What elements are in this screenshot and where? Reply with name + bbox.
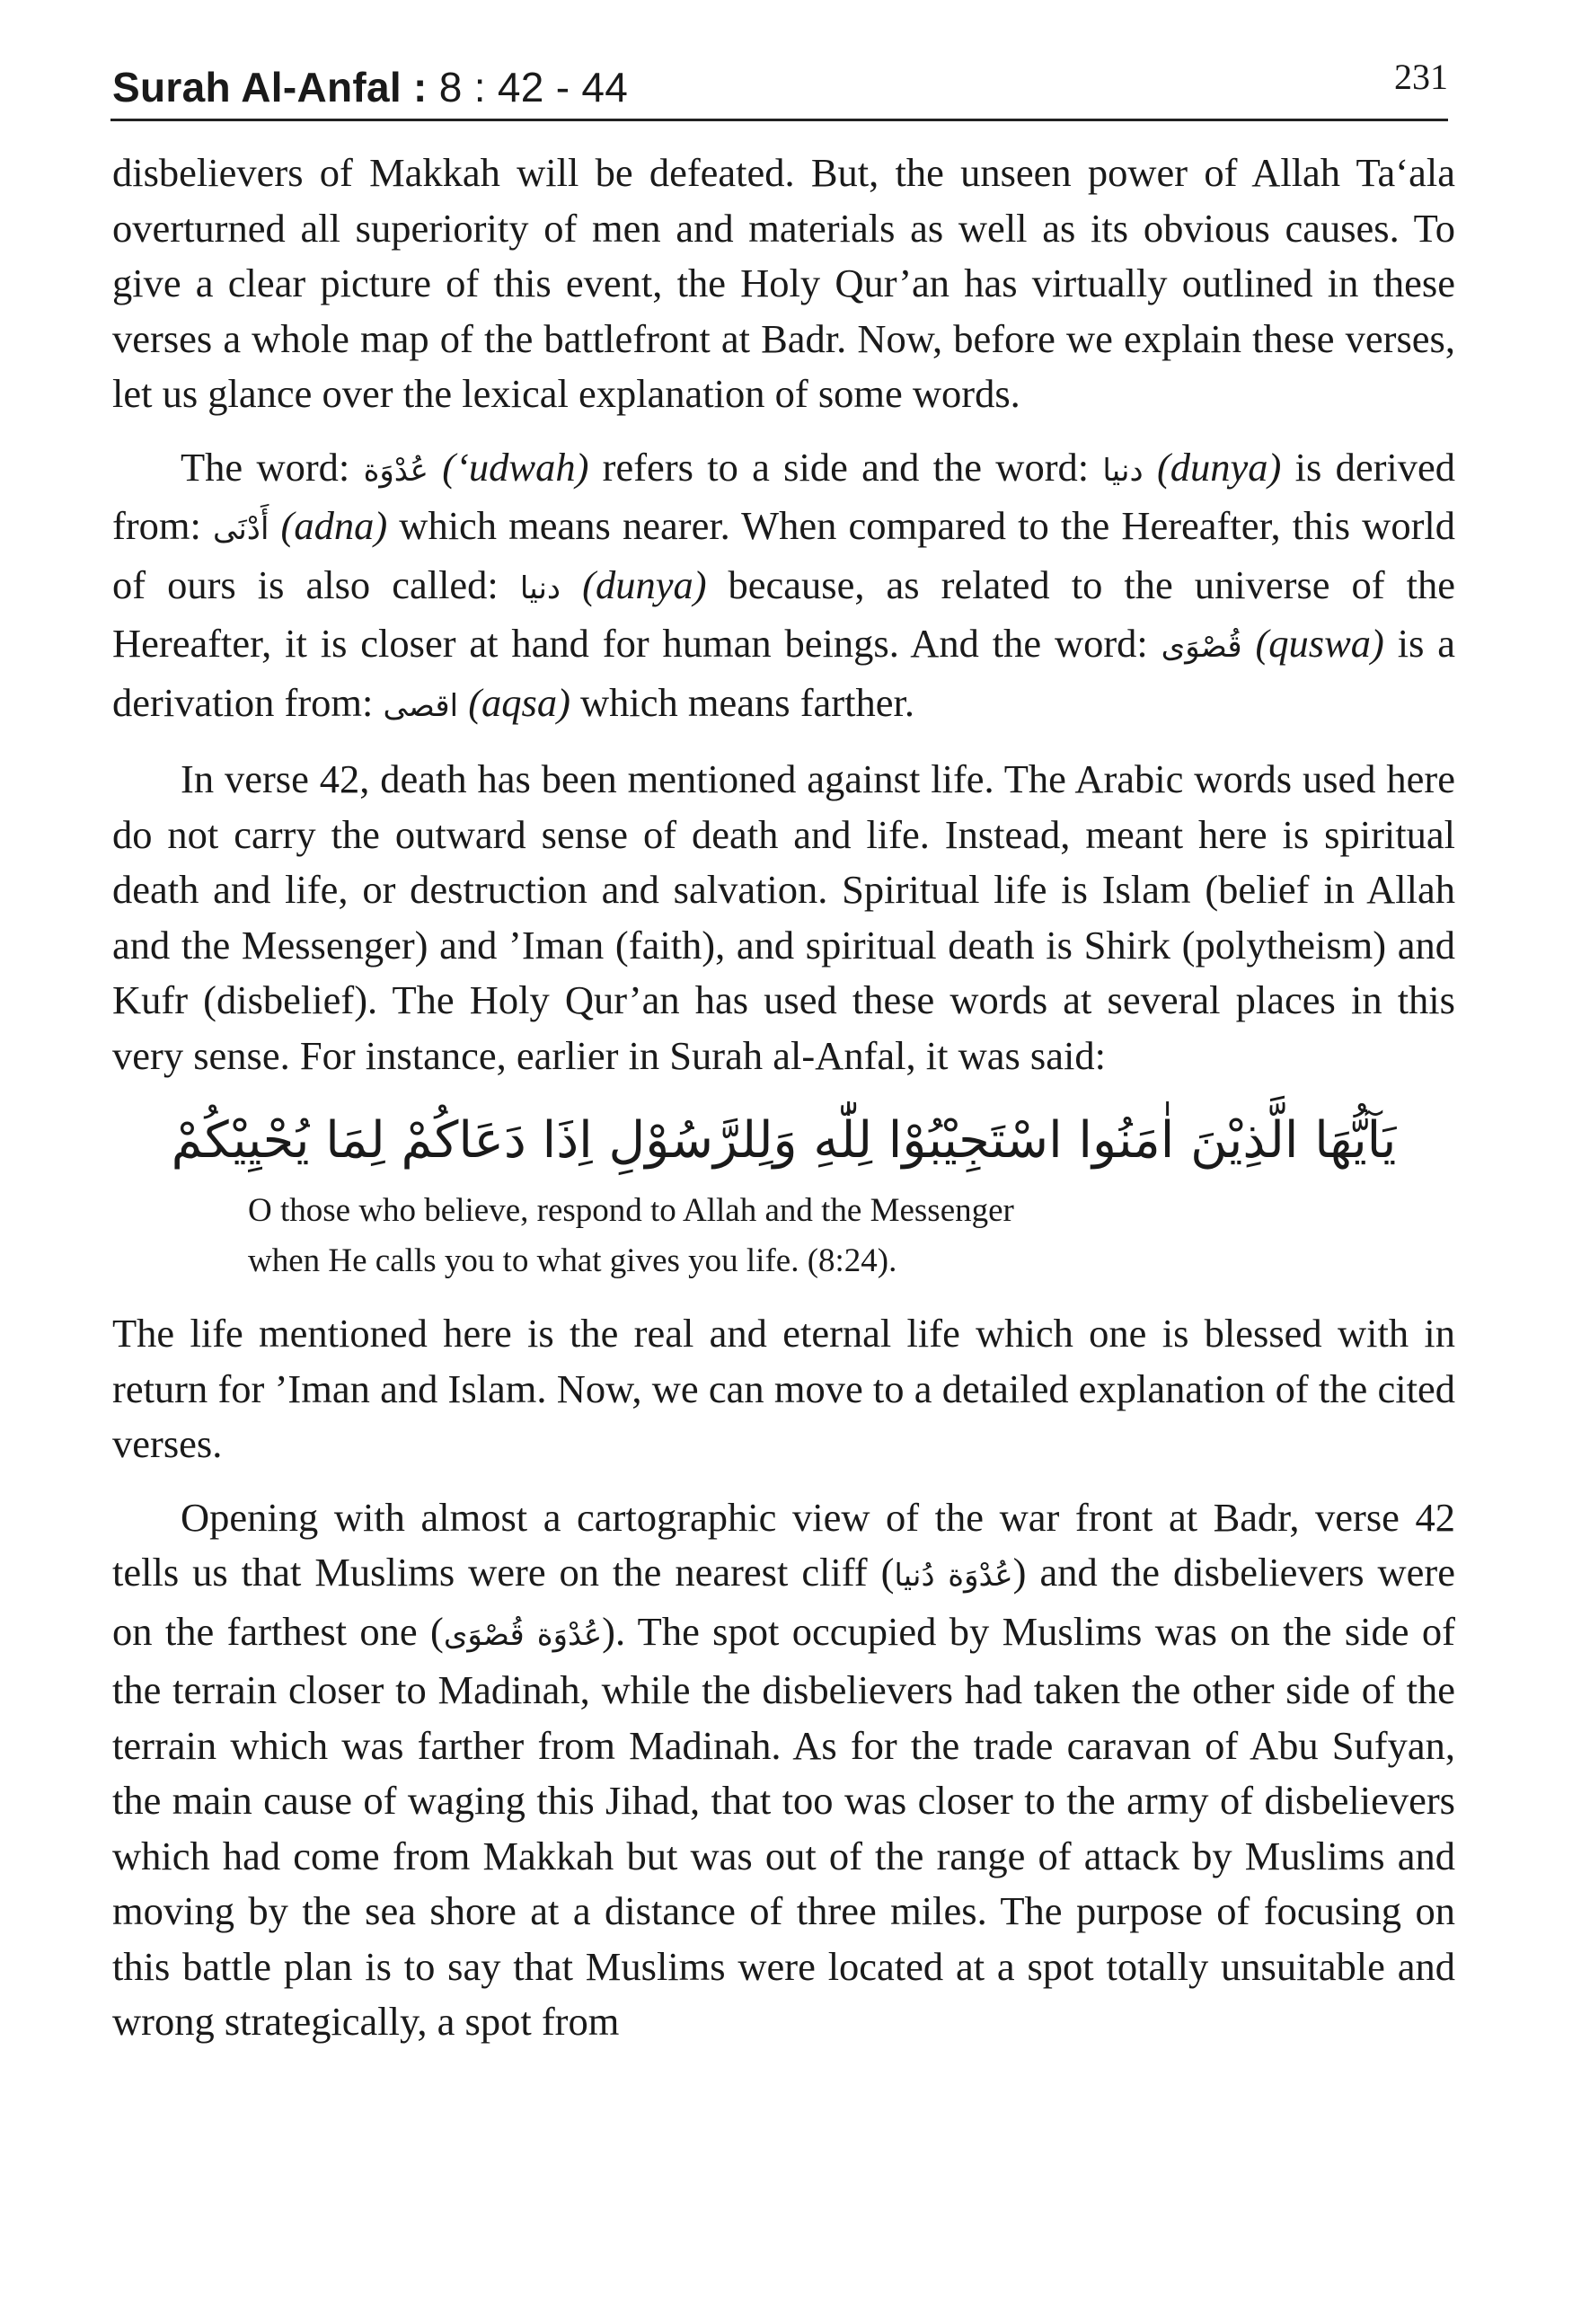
text-run: because, as related to the universe of the Hereafter, it is closer at hand for human beings. And the word:: [112, 561, 1456, 666]
arabic-word-adna: أَدْنَى: [213, 511, 269, 547]
text-run: ). The spot occupied by Muslims was on the side of the terrain closer to Madinah, while the disbelievers had taken the other side of the terrain which was farther from Madinah. As for the trade caravan of Abu Sufyan, the main cause of waging this Jihad, that too was closer to the army of disbelievers which had come from Makkah but was out of the range of attack by Muslims and moving by the sea shore at a distance of three miles. The purpose of focusing on this battle plan is to say that Muslims were located at a spot totally unsuitable and wrong strategically, a spot from: [112, 1608, 1455, 2044]
page-number: 231: [1394, 57, 1448, 97]
running-title: [112, 63, 628, 111]
transliteration-aqsa: (aqsa): [468, 679, 570, 725]
transliteration-quswa: (quswa): [1255, 621, 1384, 666]
verse-translation: [248, 1186, 1371, 1286]
arabic-word-udwah: عُدْوَة: [363, 452, 428, 489]
text-run: is derived from:: [112, 444, 1456, 548]
text-run: is a derivation from:: [112, 621, 1456, 725]
text-run: Opening with almost a cartographic view of the war front at Badr, verse 42 tells us that Muslims were on the nearest cliff (: [112, 1494, 1455, 1595]
text-run: which means farther.: [570, 679, 914, 725]
paragraph-5: [112, 1490, 1455, 2050]
surah-title: Surah Al-Anfal :: [112, 64, 428, 110]
arabic-phrase-udwah-quswa: عُدْوَة قُصْوَى: [443, 1616, 603, 1653]
paragraph-1: disbelievers of Makkah will be defeated. But, the unseen power of Allah Ta‘ala overturned all superiority of men and materials as well as its obvious causes. To give a clear picture of this event, the Holy Qur’an has virtually outlined in these verses a whole map of the battlefront at Badr. Now, before we explain these verses, let us glance over the lexical explanation of some words.: [112, 150, 1455, 416]
arabic-word-dunya: دنيا: [1102, 452, 1144, 489]
paragraph-4: The life mentioned here is the real and eternal life which one is blessed with in return for ’Iman and Islam. Now, we can move to a detailed explanation of the cited verses.: [112, 1311, 1455, 1466]
transliteration-dunya: (dunya): [1156, 444, 1282, 490]
arabic-word-dunya-2: دنيا: [519, 570, 561, 606]
text-run: ) and the disbelievers were on the farthest one (: [112, 1550, 1455, 1654]
page-header: [112, 56, 1448, 119]
text-run: The word:: [181, 444, 364, 490]
body-text: [112, 146, 1455, 2068]
arabic-phrase-udwah-dunya: عُدْوَة دُنيا: [894, 1558, 1013, 1594]
verse-translation-line-2: when He calls you to what gives you life. (8:24).: [248, 1242, 897, 1279]
paragraph-3: In verse 42, death has been mentioned against life. The Arabic words used here do not carry the outward sense of death and life. Instead, meant here is spiritual death and life, or destruction and salvation. Spiritual life is Islam (belief in Allah and the Messenger) and ’Iman (faith), and spiritual death is Shirk (polytheism) and Kufr (disbelief). The Holy Qur’an has used these words at several places in this very sense. For instance, earlier in Surah al-Anfal, it was said:: [112, 756, 1455, 1078]
text-run: which means nearer. When compared to the Hereafter, this world of ours is also called:: [112, 503, 1456, 607]
transliteration-dunya-2: (dunya): [582, 561, 707, 607]
paragraph-2: [112, 440, 1455, 735]
verse-translation-line-1: O those who believe, respond to Allah and the Messenger: [248, 1192, 1014, 1229]
arabic-word-quswa: قُصْوَى: [1161, 629, 1242, 665]
arabic-verse: يَآيُّهَا الَّذِيْنَ اٰمَنُوا اسْتَجِيْبُوْا لِلّٰهِ وَلِلرَّسُوْلِ اِذَا دَعَاكُمْ لِمَا يُحْيِيْكُمْ: [171, 1111, 1397, 1170]
arabic-word-aqsa: اقصى: [383, 687, 459, 724]
verse-reference: 8 : 42 - 44: [438, 64, 629, 110]
transliteration-udwah: (‘udwah): [442, 444, 589, 490]
transliteration-adna: (adna): [280, 503, 388, 548]
header-rule: [110, 119, 1448, 121]
text-run: refers to a side and the word:: [588, 444, 1103, 490]
